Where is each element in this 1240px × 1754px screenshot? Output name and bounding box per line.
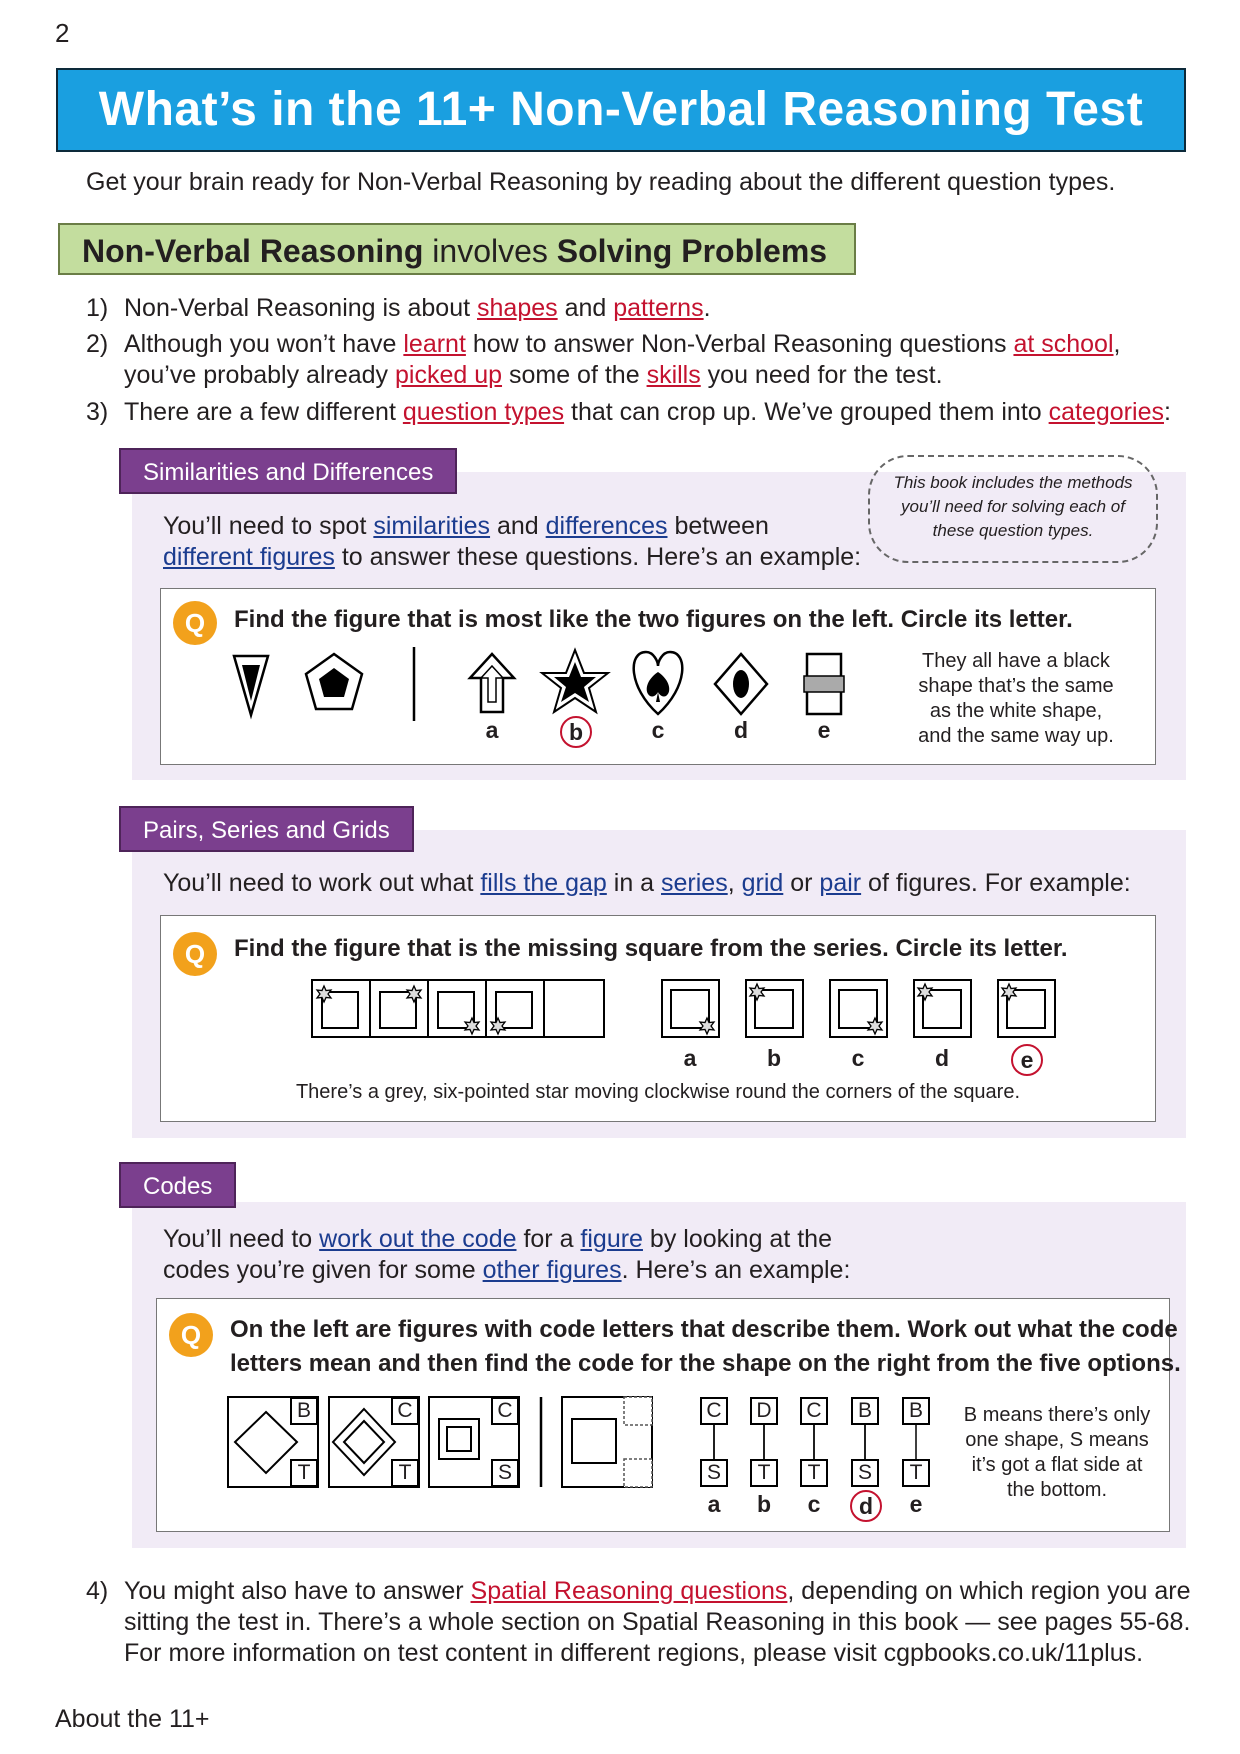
code-letter-box: T <box>290 1459 318 1487</box>
para-text: and <box>490 512 546 540</box>
para-text: in a <box>606 869 662 897</box>
option-code-box: D <box>750 1397 778 1425</box>
point-text: . <box>703 294 711 322</box>
link-question-types: question types <box>402 398 565 426</box>
para-text: codes you’re given for some <box>163 1256 483 1284</box>
para-text: You’ll need to <box>163 1225 320 1253</box>
option-code-box: S <box>851 1459 879 1487</box>
point-text: You might also have to answer <box>124 1577 471 1605</box>
para-text: between <box>667 512 769 540</box>
option-code-box: T <box>800 1459 828 1487</box>
point-text: you need for the test. <box>700 361 943 389</box>
point-text: Non-Verbal Reasoning is about <box>124 294 478 322</box>
bubble-line: This book includes the methods <box>893 473 1133 492</box>
para-text: or <box>783 869 820 897</box>
code-letter-box: B <box>290 1397 318 1425</box>
series-figures <box>161 916 1155 1046</box>
para-text: , <box>727 869 742 897</box>
category-tab-similarities: Similarities and Differences <box>119 448 457 494</box>
note-line: one shape, S means <box>965 1429 1149 1451</box>
point-number: 3) <box>86 398 109 426</box>
option-d[interactable]: d <box>733 717 749 743</box>
point-text: sitting the test in. There’s a whole section on Spatial Reasoning in this book — see pages 55-68. <box>124 1608 1191 1636</box>
note-line: and the same way up. <box>918 725 1114 747</box>
point-4 <box>86 1575 1206 1675</box>
intro-text: Get your brain ready for Non-Verbal Reasoning by reading about the different question types. <box>86 168 1116 196</box>
code-letter-box: T <box>391 1459 419 1487</box>
link-pair: pair <box>819 869 862 897</box>
para-text: of figures. For example: <box>861 869 1131 897</box>
note-line: B means there’s only <box>963 1404 1151 1426</box>
option-e-circled[interactable]: e <box>1011 1044 1043 1076</box>
point-text: Although you won’t have <box>124 330 404 358</box>
question-badge: Q <box>173 601 217 645</box>
link-skills: skills <box>646 361 701 389</box>
question-box-1 <box>160 588 1156 765</box>
point-text: For more information on test content in different regions, please visit cgpbooks.co.uk/11plus. <box>124 1639 1144 1667</box>
link-fills-the-gap: fills the gap <box>480 869 607 897</box>
page-footer: About the 11+ <box>55 1705 210 1733</box>
page-title: What’s in the 11+ Non-Verbal Reasoning Test <box>56 68 1186 152</box>
code-letter-box: C <box>391 1397 419 1425</box>
answer-explanation <box>891 649 1141 749</box>
note-line: shape that’s the same <box>918 675 1114 697</box>
heading-mid: involves <box>423 233 557 269</box>
point-text: that can crop up. We’ve grouped them into <box>564 398 1049 426</box>
link-work-out-the-code: work out the code <box>319 1225 517 1253</box>
option-code-box: T <box>750 1459 778 1487</box>
para-text: . Here’s an example: <box>621 1256 851 1284</box>
section-description <box>163 511 863 573</box>
option-c[interactable]: c <box>651 717 665 743</box>
section-description <box>163 1224 1163 1286</box>
code-letter-box: C <box>491 1397 519 1425</box>
option-a[interactable]: a <box>485 717 499 743</box>
heading-bold-1: Non-Verbal Reasoning <box>82 233 424 269</box>
point-text: some of the <box>502 361 647 389</box>
category-tab-series: Pairs, Series and Grids <box>119 806 414 852</box>
similarities-figures <box>161 589 901 764</box>
figure-triangle <box>234 656 268 715</box>
point-text: : <box>1163 398 1171 426</box>
option-b-circled[interactable]: b <box>560 716 592 748</box>
option-a[interactable]: a <box>683 1045 697 1071</box>
tip-bubble <box>868 455 1158 563</box>
point-number: 2) <box>86 330 109 358</box>
link-patterns: patterns <box>613 294 704 322</box>
note-line: They all have a black <box>922 650 1110 672</box>
heading-bold-2: Solving Problems <box>556 233 828 269</box>
point-1 <box>86 292 1186 325</box>
para-text: for a <box>516 1225 581 1253</box>
option-d-figure <box>715 654 767 714</box>
option-e-figure <box>804 654 844 714</box>
option-b-figure <box>542 650 608 712</box>
link-similarities: similarities <box>373 512 491 540</box>
point-text: how to answer Non-Verbal Reasoning questions <box>465 330 1014 358</box>
figure-pentagon <box>306 654 362 709</box>
para-text: You’ll need to spot <box>163 512 374 540</box>
option-a[interactable]: a <box>707 1491 721 1517</box>
link-categories: categories <box>1048 398 1164 426</box>
bubble-line: these question types. <box>932 521 1094 540</box>
option-code-box: C <box>700 1397 728 1425</box>
point-text: and <box>557 294 614 322</box>
link-spatial-reasoning: Spatial Reasoning questions <box>470 1577 788 1605</box>
section-description <box>163 868 1163 899</box>
page-number: 2 <box>55 18 70 48</box>
question-text-line-1: On the left are figures with code letters that describe them. Work out what the code <box>230 1316 1178 1343</box>
option-d[interactable]: d <box>934 1045 950 1071</box>
para-text: by looking at the <box>642 1225 832 1253</box>
code-letter-box: S <box>491 1459 519 1487</box>
question-badge: Q <box>173 932 217 976</box>
category-tab-codes: Codes <box>119 1162 236 1208</box>
question-text: Find the figure that is the missing square from the series. Circle its letter. <box>234 935 1068 962</box>
note-line: as the white shape, <box>929 700 1103 722</box>
question-box-2 <box>160 915 1156 1122</box>
point-text: There are a few different <box>124 398 403 426</box>
option-code-box: T <box>902 1459 930 1487</box>
note-line: it’s got a flat side at <box>971 1454 1143 1476</box>
answer-explanation <box>947 1403 1167 1503</box>
option-code-box: B <box>902 1397 930 1425</box>
point-text: , depending on which region you are <box>787 1577 1191 1605</box>
section-heading <box>58 223 856 275</box>
point-number: 1) <box>86 294 109 322</box>
link-shapes: shapes <box>477 294 558 322</box>
link-learnt: learnt <box>403 330 466 358</box>
option-c[interactable]: c <box>851 1045 865 1071</box>
link-differences: differences <box>545 512 668 540</box>
option-connectors <box>157 1299 957 1489</box>
option-b[interactable]: b <box>756 1491 772 1517</box>
point-number: 4) <box>86 1577 109 1605</box>
option-c-figure <box>634 652 683 714</box>
option-code-box: C <box>800 1397 828 1425</box>
para-text: to answer these questions. Here’s an example: <box>334 543 862 571</box>
point-text: you’ve probably already <box>124 361 395 389</box>
answer-explanation: There’s a grey, six-pointed star moving clockwise round the corners of the square. <box>295 1081 1021 1103</box>
question-badge: Q <box>169 1313 213 1357</box>
link-other-figures: other figures <box>482 1256 622 1284</box>
point-text: , <box>1113 330 1121 358</box>
option-e[interactable]: e <box>909 1491 923 1517</box>
link-series: series <box>661 869 728 897</box>
question-text-line-2: letters mean and then find the code for the shape on the right from the five options. <box>230 1350 1181 1377</box>
question-text: Find the figure that is most like the two figures on the left. Circle its letter. <box>234 606 1073 633</box>
link-different-figures: different figures <box>163 543 335 571</box>
option-code-box: S <box>700 1459 728 1487</box>
option-c[interactable]: c <box>807 1491 821 1517</box>
option-d-circled[interactable]: d <box>850 1490 882 1522</box>
point-2 <box>86 328 1186 394</box>
link-picked-up: picked up <box>395 361 503 389</box>
link-figure: figure <box>580 1225 643 1253</box>
option-code-box: B <box>851 1397 879 1425</box>
point-3 <box>86 396 1186 429</box>
link-at-school: at school <box>1013 330 1114 358</box>
note-line: the bottom. <box>1006 1479 1108 1501</box>
question-box-3 <box>156 1298 1181 1532</box>
option-e[interactable]: e <box>817 717 831 743</box>
para-text: You’ll need to work out what <box>163 869 481 897</box>
link-grid: grid <box>741 869 784 897</box>
option-b[interactable]: b <box>766 1045 782 1071</box>
option-a-figure <box>470 654 514 712</box>
bubble-line: you’ll need for solving each of <box>901 497 1125 516</box>
